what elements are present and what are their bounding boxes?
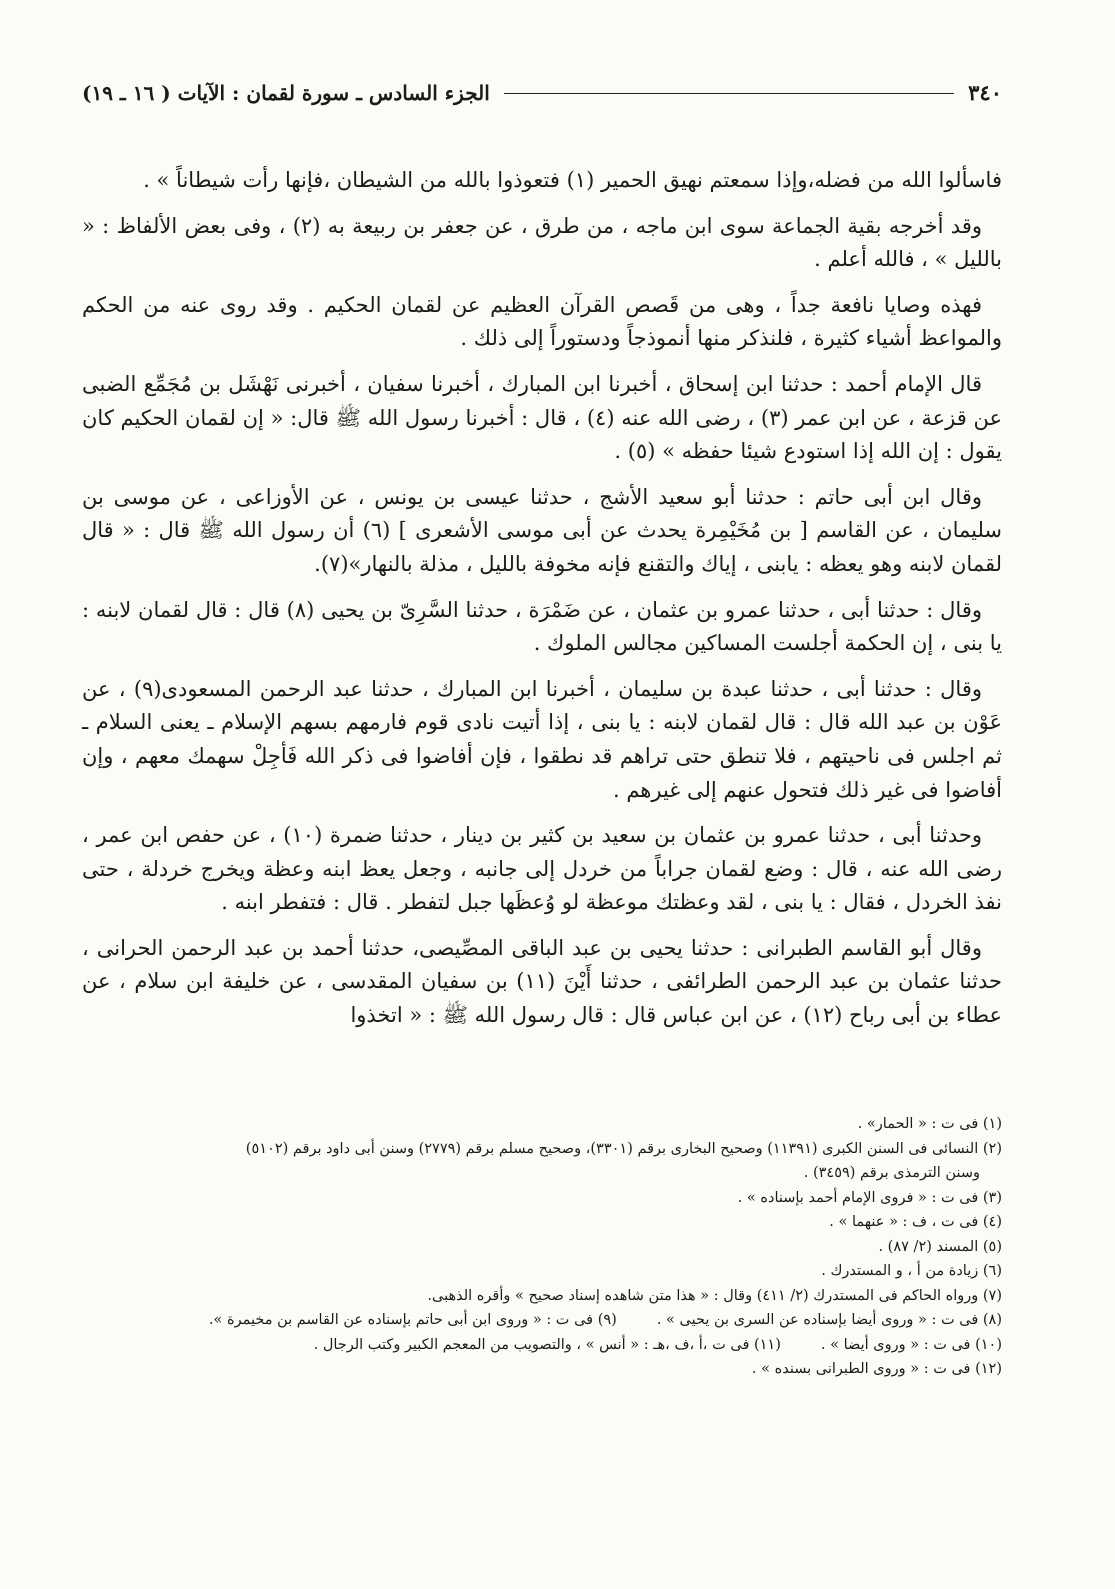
paragraph: وقال أبو القاسم الطبرانى : حدثنا يحيى بن عبد الباقى المصِّيصى، حدثنا أحمد بن عبد الرحمن الحرانى ، حدثنا عثمان بن عبد الرحمن الطرائفى ، حدثنا أَيْنَ (١١) بن سفيان المقدسى ، عن خليفة ابن سلام ، عن عطاء بن أبى رباح (١٢) ، عن ابن عباس قال : قال رسول الله ﷺ : « اتخذوا: [82, 935, 1002, 1028]
paragraph: وحدثنا أبى ، حدثنا عمرو بن عثمان بن سعيد بن كثير بن دينار ، حدثنا ضمرة (١٠) ، عن حفص ابن عمر ، رضى الله عنه ، قال : وضع لقمان جراباً من خردل إلى جانبه ، وجعل يعظ ابنه وعظة ويخرج خردلة ، حتى نفذ الخردل ، فقال : يا بنى ، لقد وعظتك موعظة لو وُعظَها جبل لتفطر . قال : فتفطر ابنه .: [82, 823, 1002, 915]
footnotes: [82, 1112, 1002, 1382]
paragraph: قال الإمام أحمد : حدثنا ابن إسحاق ، أخبرنا ابن المبارك ، أخبرنا سفيان ، أخبرنى نَهْشَل بن مُجَمِّع الضبى عن قزعة ، عن ابن عمر (٣) ، رضى الله عنه (٤) ، قال : أخبرنا رسول الله ﷺ قال: « إن لقمان الحكيم كان يقول : إن الله إذا استودع شيئا حفظه » (٥) .: [82, 371, 1002, 464]
paragraph: فاسألوا الله من فضله،وإذا سمعتم نهيق الحمير (١) فتعوذوا بالله من الشيطان ،فإنها رأت شيطاناً » .: [143, 168, 1002, 192]
footnote: (٧) ورواه الحاكم فى المستدرك (٢/ ٤١١) وقال : « هذا متن شاهده إسناد صحيح » وأقره الذهبى.: [427, 1287, 1002, 1304]
footnote: (١٢) فى ت : « وروى الطبرانى بسنده » .: [751, 1361, 1002, 1377]
footnote: (٣) فى ت : « فروى الإمام أحمد بإسناده » .: [737, 1189, 1002, 1206]
header-rule: [504, 93, 954, 94]
book-page: [82, 80, 1002, 1377]
footnote-row: [82, 1333, 1002, 1358]
paragraph: وقال : حدثنا أبى ، حدثنا عمرو بن عثمان ، عن ضَمْرَة ، حدثنا السَّرِىّ بن يحيى (٨) قال : قال لقمان لابنه : يا بنى ، إن الحكمة أجلست المساكين مجالس الملوك .: [82, 597, 1002, 656]
main-text: [82, 164, 1002, 1033]
page-number: ٣٤٠: [968, 80, 1002, 105]
footnote: (٥) المسند (٢/ ٨٧) .: [878, 1238, 1002, 1255]
footnote: (٩) فى ت : « وروى ابن أبى حاتم بإسناده عن القاسم بن مخيمرة ».: [208, 1312, 617, 1328]
header-title: الجزء السادس ـ سورة لقمان : الآيات ( ١٦ ـ ١٩): [82, 81, 490, 105]
footnote: (١٠) فى ت : « وروى أيضا » .: [820, 1336, 1002, 1353]
footnote-row: [82, 1308, 1002, 1333]
paragraph: وقال ابن أبى حاتم : حدثنا أبو سعيد الأشج ، حدثنا عيسى بن يونس ، عن الأوزاعى ، عن موسى بن سليمان ، عن القاسم [ بن مُخَيْمِرة يحدث عن أبى موسى الأشعرى ] (٦) أن رسول الله ﷺ قال : « قال لقمان لابنه وهو يعظه : يابنى ، إياك والتقنع فإنه مخوفة بالليل ، مذلة بالنهار»(٧).: [82, 484, 1002, 576]
footnote: (٨) فى ت : « وروى أيضا بإسناده عن السرى بن يحيى » .: [656, 1312, 1002, 1328]
paragraph: فهذه وصايا نافعة جداً ، وهى من قَصص القرآن العظيم عن لقمان الحكيم . وقد روى عنه من الحكم والمواعظ أشياء كثيرة ، فلنذكر منها أنموذجاً ودستوراً إلى ذلك .: [82, 292, 1002, 351]
footnote-continuation: وسنن الترمذى برقم (٣٤٥٩) .: [803, 1165, 980, 1181]
footnote: (٢) النسائى فى السنن الكبرى (١١٣٩١) وصحيح البخارى برقم (٣٣٠١)، وصحيح مسلم برقم (٢٧٧٩) وسنن أبى داود برقم (٥١٠٢): [245, 1140, 1002, 1157]
paragraph: وقد أخرجه بقية الجماعة سوى ابن ماجه ، من طرق ، عن جعفر بن ربيعة به (٢) ، وفى بعض الألفاظ : « بالليل » ، فالله أعلم .: [82, 213, 1002, 272]
footnote: (٦) زيادة من أ ، و المستدرك .: [821, 1263, 1002, 1279]
paragraph: وقال : حدثنا أبى ، حدثنا عبدة بن سليمان ، أخبرنا ابن المبارك ، حدثنا عبد الرحمن المسعودى(٩) ، عن عَوْن بن عبد الله قال : قال لقمان لابنه : يا بنى ، إذا أتيت نادى قوم فارمهم بسهم الإسلام ـ يعنى السلام ـ ثم اجلس فى ناحيتهم ، فلا تنطق حتى تراهم قد نطقوا ، فإن أفاضوا فى ذكر الله فَأجِلْ سهمك معهم ، وإن أفاضوا فى غير ذلك فتحول عنهم إلى غيرهم .: [82, 676, 1002, 802]
running-header: [82, 80, 1002, 124]
footnote: (١) فى ت : « الحمار» .: [857, 1116, 1002, 1132]
footnote: (٤) فى ت ، ف : « عنهما » .: [829, 1214, 1002, 1230]
footnote: (١١) فى ت ،أ ،ف ،هـ : « أنس » ، والتصويب من المعجم الكبير وكتب الرجال .: [313, 1336, 781, 1353]
